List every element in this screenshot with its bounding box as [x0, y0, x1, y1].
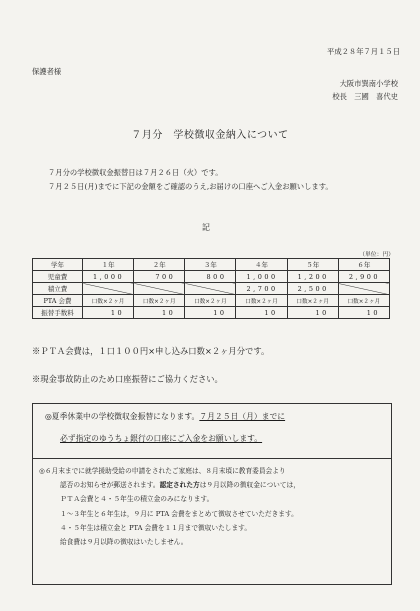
table-cell: 800 — [185, 271, 236, 283]
table-row — [33, 307, 390, 319]
table-cell: 10 — [185, 307, 236, 319]
pta-note: ※ＰＴＡ会費は，１口１００円×申し込み口数×２ヶ月分です。 — [32, 346, 270, 356]
intro-line-2: ７月２５日(月)までに下記の金額をご確認のうえ,お届けの口座へご入金お願いします。 — [48, 182, 333, 191]
table-cell: 10 — [287, 307, 338, 319]
notice-line-1-text: ◎夏季休業中の学校徴収金振替になります。 — [45, 412, 200, 421]
assistance-text-2: は９月以降の徴収金については， — [199, 481, 300, 489]
table-cell: 10 — [134, 307, 185, 319]
assistance-para-3: ＰＴＡ会費と４・５年生の積立金のみになります。 — [60, 495, 214, 503]
row-label: 積立費 — [33, 283, 83, 295]
assistance-bold: 認定された方 — [159, 481, 200, 489]
row-label: 児童費 — [33, 271, 83, 283]
table-header-cell: ３年 — [185, 259, 236, 271]
school-name: 大阪市巽南小学校 — [339, 79, 398, 88]
table-cell: 700 — [134, 271, 185, 283]
table-cell: 2,500 — [287, 283, 338, 295]
empty-cell-slash — [83, 283, 134, 295]
table-cell: 1,000 — [83, 271, 134, 283]
empty-cell-slash — [185, 283, 236, 295]
table-cell: 10 — [338, 307, 389, 319]
table-row — [33, 271, 390, 283]
unit-label: （単位：円） — [359, 252, 394, 258]
table-cell: 1,000 — [236, 271, 287, 283]
row-label: 振替手数料 — [33, 307, 83, 319]
table-cell: 口数×２ヶ月 — [287, 295, 338, 307]
document-title: ７月分 学校徴収金納入について — [131, 130, 289, 141]
empty-cell-slash — [338, 283, 389, 295]
fee-table — [32, 258, 390, 319]
notice-line-1 — [45, 411, 285, 422]
cooperation-note: ※現金事故防止のため口座振替にご協力ください。 — [32, 374, 223, 384]
row-label: PTA 会費 — [33, 295, 83, 307]
table-cell: 1,200 — [287, 271, 338, 283]
table-cell: 口数×２ヶ月 — [134, 295, 185, 307]
empty-cell-slash — [134, 283, 185, 295]
table-cell: 口数×２ヶ月 — [185, 295, 236, 307]
table-cell: 口数×２ヶ月 — [236, 295, 287, 307]
table-header-cell: １年 — [83, 259, 134, 271]
table-row — [33, 283, 390, 295]
notice-box — [32, 403, 392, 585]
ki-heading: 記 — [202, 223, 210, 232]
table-header-cell: ４年 — [236, 259, 287, 271]
assistance-text: 認否のお知らせが郵送されます。 — [60, 481, 160, 489]
recipient: 保護者様 — [32, 67, 62, 76]
document-date: 平成２８年７月１５日 — [327, 47, 400, 56]
deadline-underlined: ７月２５日（月）までに — [199, 412, 286, 421]
table-header-cell: 学年 — [33, 259, 83, 271]
table-cell: 10 — [236, 307, 287, 319]
table-cell: 2,700 — [236, 283, 287, 295]
table-cell: 10 — [83, 307, 134, 319]
box-divider — [33, 458, 391, 459]
table-header-cell: ５年 — [287, 259, 338, 271]
assistance-para-6: 給食費は９月以降の徴収はいたしません。 — [60, 538, 188, 546]
assistance-para-5: ４・５年生は積立金と PTA 会費を１１月まで徴収いたします。 — [60, 524, 252, 532]
assistance-para-4: １～３年生と６年生は，９月に PTA 会費をまとめて徴収させていただきます。 — [60, 510, 298, 518]
intro-line-1: ７月分の学校徴収金振替日は７月２６日（火）です。 — [48, 168, 223, 177]
assistance-para-1: ◎６月末までに就学援助受給の申請をされたご家庭は、８月末頃に教育委員会より — [39, 467, 286, 475]
assistance-para-2 — [60, 479, 300, 489]
table-header-row — [33, 259, 390, 271]
table-row — [33, 295, 390, 307]
table-header-cell: ６年 — [338, 259, 389, 271]
table-cell: 口数×２ヶ月 — [338, 295, 389, 307]
principal-name: 校長 三國 喜代史 — [332, 92, 398, 101]
notice-line-2: 必ず指定のゆうちょ銀行の口座にご入金をお願いします。 — [60, 434, 263, 443]
table-header-cell: ２年 — [134, 259, 185, 271]
table-cell: 2,900 — [338, 271, 389, 283]
table-cell: 口数×２ヶ月 — [83, 295, 134, 307]
